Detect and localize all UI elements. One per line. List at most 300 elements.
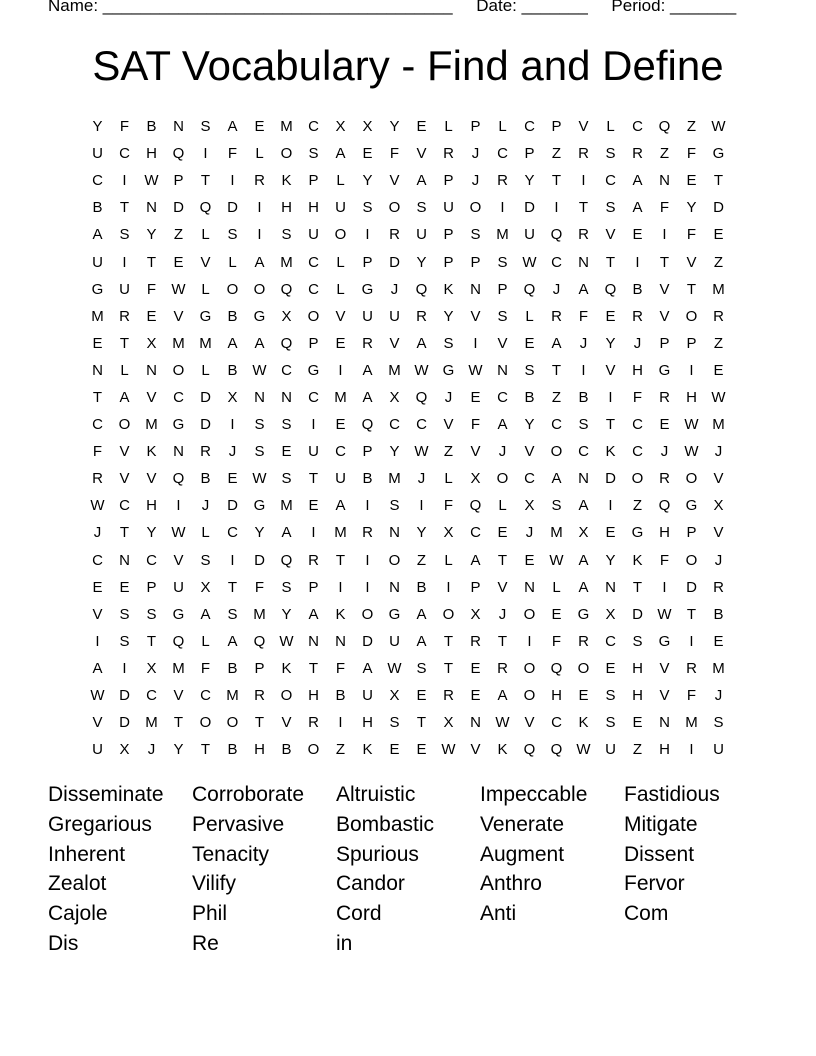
grid-letter: Q [604, 280, 617, 298]
grid-letter: O [280, 145, 293, 163]
grid-letter: F [119, 118, 130, 136]
grid-letter: A [497, 416, 508, 434]
grid-letter: N [470, 714, 481, 732]
grid-letter: B [578, 388, 589, 406]
grid-letter: A [254, 253, 265, 271]
grid-letter: L [201, 361, 210, 379]
grid-letter: Y [389, 443, 400, 461]
grid-letter: N [389, 578, 400, 596]
grid-letter: G [172, 605, 185, 623]
grid-row [84, 574, 732, 601]
grid-letter: Q [172, 632, 185, 650]
grid-letter: Y [443, 307, 454, 325]
grid-letter: G [361, 280, 374, 298]
grid-letter: J [498, 605, 507, 623]
grid-letter: M [685, 714, 698, 732]
grid-letter: T [605, 416, 616, 434]
grid-letter: O [172, 361, 185, 379]
grid-letter: A [416, 334, 427, 352]
grid-letter: B [524, 388, 535, 406]
grid-letter: T [713, 172, 724, 190]
grid-letter: T [254, 714, 265, 732]
grid-letter: L [498, 497, 507, 515]
grid-letter: T [443, 659, 454, 677]
grid-letter: G [253, 497, 266, 515]
grid-letter: J [579, 334, 588, 352]
grid-letter: Z [416, 551, 427, 569]
grid-letter: I [500, 199, 505, 217]
grid-letter: R [443, 687, 454, 705]
grid-letter: A [551, 334, 562, 352]
grid-letter: X [713, 497, 724, 515]
grid-letter: F [686, 687, 697, 705]
grid-letter: F [335, 659, 346, 677]
grid-letter: R [713, 578, 724, 596]
grid-letter: X [146, 334, 157, 352]
grid-letter: V [200, 253, 211, 271]
grid-letter: E [578, 687, 589, 705]
grid-letter: U [173, 578, 184, 596]
grid-letter: E [416, 118, 427, 136]
grid-letter: S [200, 551, 211, 569]
grid-letter: B [92, 199, 103, 217]
grid-letter: J [471, 172, 480, 190]
grid-letter: M [226, 687, 239, 705]
grid-letter: A [416, 632, 427, 650]
grid-letter: X [389, 388, 400, 406]
grid-letter: J [633, 334, 642, 352]
grid-letter: C [281, 361, 292, 379]
grid-letter: V [578, 118, 589, 136]
grid-letter: S [470, 226, 481, 244]
grid-letter: R [362, 334, 373, 352]
grid-letter: O [550, 443, 563, 461]
grid-letter: E [632, 226, 643, 244]
grid-letter: A [362, 659, 373, 677]
grid-letter: S [227, 605, 238, 623]
grid-letter: I [689, 632, 694, 650]
grid-letter: U [308, 443, 319, 461]
grid-letter: W [549, 551, 564, 569]
grid-letter: T [146, 253, 157, 271]
grid-letter: I [122, 659, 127, 677]
grid-letter: A [335, 497, 346, 515]
grid-letter: I [662, 578, 667, 596]
grid-letter: A [470, 551, 481, 569]
grid-letter: S [254, 443, 265, 461]
grid-letter: E [416, 687, 427, 705]
grid-letter: M [172, 659, 185, 677]
name-field-label: Name: _____________________________________ [48, 0, 453, 15]
grid-letter: Y [416, 524, 427, 542]
grid-letter: B [227, 741, 238, 759]
grid-letter: L [201, 226, 210, 244]
grid-letter: P [308, 578, 319, 596]
grid-letter: C [578, 443, 589, 461]
grid-letter: A [281, 524, 292, 542]
grid-letter: P [443, 253, 454, 271]
grid-letter: X [524, 497, 535, 515]
grid-letter: N [659, 172, 670, 190]
grid-letter: Y [524, 416, 535, 434]
grid-letter: N [578, 253, 589, 271]
grid-row [84, 438, 732, 465]
grid-letter: R [200, 443, 211, 461]
grid-row [84, 330, 732, 357]
grid-letter: S [605, 714, 616, 732]
grid-letter: I [662, 226, 667, 244]
grid-letter: N [92, 361, 103, 379]
grid-letter: U [362, 687, 373, 705]
grid-letter: R [632, 307, 643, 325]
grid-letter: K [281, 659, 292, 677]
grid-letter: L [201, 632, 210, 650]
grid-letter: H [146, 497, 157, 515]
grid-letter: E [605, 659, 616, 677]
grid-letter: Y [686, 199, 697, 217]
grid-letter: H [146, 145, 157, 163]
grid-letter: L [444, 551, 453, 569]
grid-letter: I [311, 416, 316, 434]
grid-letter: O [523, 659, 536, 677]
grid-letter: V [173, 551, 184, 569]
grid-letter: L [255, 145, 264, 163]
grid-letter: U [119, 280, 130, 298]
grid-letter: X [605, 605, 616, 623]
grid-letter: U [389, 307, 400, 325]
grid-letter: J [147, 741, 156, 759]
grid-letter: S [605, 199, 616, 217]
grid-letter: M [496, 226, 509, 244]
grid-letter: Z [443, 443, 454, 461]
grid-row [84, 709, 732, 736]
grid-letter: R [551, 307, 562, 325]
grid-letter: S [713, 714, 724, 732]
word-bank-item: Fastidious [624, 783, 720, 806]
grid-letter: I [554, 199, 559, 217]
grid-letter: S [551, 497, 562, 515]
grid-letter: S [119, 605, 130, 623]
grid-letter: T [659, 253, 670, 271]
grid-letter: T [686, 280, 697, 298]
grid-row [84, 384, 732, 411]
grid-letter: W [171, 280, 186, 298]
grid-letter: A [200, 605, 211, 623]
grid-letter: I [365, 578, 370, 596]
grid-letter: D [119, 687, 130, 705]
grid-letter: Y [524, 172, 535, 190]
grid-letter: S [146, 605, 157, 623]
grid-letter: I [338, 714, 343, 732]
date-field-label: Date: _______ [476, 0, 588, 15]
word-bank-item: Zealot [48, 872, 107, 896]
grid-letter: Z [632, 741, 643, 759]
word-bank-item: Re [192, 931, 219, 955]
grid-letter: C [497, 145, 508, 163]
grid-letter: J [660, 443, 669, 461]
word-bank-item: in [336, 931, 353, 955]
grid-letter: Q [199, 199, 212, 217]
grid-letter: L [201, 524, 210, 542]
grid-letter: W [387, 659, 402, 677]
grid-row [84, 140, 732, 167]
grid-letter: W [576, 741, 591, 759]
grid-letter: S [281, 416, 292, 434]
grid-letter: N [308, 632, 319, 650]
word-bank-item: Dissent [624, 842, 695, 866]
grid-letter: A [632, 172, 643, 190]
grid-letter: E [497, 524, 508, 542]
grid-letter: C [146, 551, 157, 569]
grid-letter: O [307, 741, 320, 759]
grid-letter: S [119, 632, 130, 650]
grid-letter: K [578, 714, 589, 732]
grid-letter: L [336, 172, 345, 190]
word-bank-item: Altruistic [336, 783, 416, 806]
grid-letter: A [416, 172, 427, 190]
grid-letter: X [443, 714, 454, 732]
grid-letter: B [281, 741, 292, 759]
grid-letter: S [497, 307, 508, 325]
grid-letter: S [632, 632, 643, 650]
grid-letter: F [92, 443, 103, 461]
grid-letter: Q [361, 416, 374, 434]
grid-letter: P [686, 524, 697, 542]
grid-letter: P [470, 118, 481, 136]
grid-letter: Q [658, 118, 671, 136]
grid-letter: V [389, 334, 400, 352]
grid-letter: E [389, 741, 400, 759]
grid-letter: Y [281, 605, 292, 623]
grid-letter: I [689, 361, 694, 379]
grid-letter: F [389, 145, 400, 163]
grid-letter: R [362, 524, 373, 542]
grid-letter: J [390, 280, 399, 298]
word-bank-item: Cord [336, 902, 382, 926]
grid-letter: V [659, 659, 670, 677]
grid-letter: G [91, 280, 104, 298]
grid-letter: S [362, 199, 373, 217]
grid-letter: I [365, 497, 370, 515]
grid-letter: W [90, 687, 105, 705]
page-title: SAT Vocabulary - Find and Define [92, 42, 724, 89]
grid-letter: Q [658, 497, 671, 515]
grid-letter: J [471, 145, 480, 163]
grid-letter: B [335, 687, 346, 705]
grid-letter: I [230, 172, 235, 190]
grid-letter: S [443, 334, 454, 352]
grid-letter: J [201, 497, 210, 515]
grid-row [84, 601, 732, 628]
grid-letter: A [632, 199, 643, 217]
grid-letter: M [91, 307, 104, 325]
grid-letter: O [334, 226, 347, 244]
grid-letter: O [685, 551, 698, 569]
grid-letter: X [119, 741, 130, 759]
grid-letter: V [416, 145, 427, 163]
grid-letter: F [254, 578, 265, 596]
grid-letter: C [92, 551, 103, 569]
grid-letter: V [605, 226, 616, 244]
grid-letter: V [524, 443, 535, 461]
grid-letter: H [686, 388, 697, 406]
grid-letter: L [228, 253, 237, 271]
grid-letter: P [686, 334, 697, 352]
grid-letter: X [389, 687, 400, 705]
grid-letter: L [444, 118, 453, 136]
grid-letter: H [551, 687, 562, 705]
grid-letter: E [470, 388, 481, 406]
grid-letter: W [684, 443, 699, 461]
grid-letter: Q [253, 632, 266, 650]
grid-letter: N [605, 578, 616, 596]
grid-letter: Y [389, 118, 400, 136]
grid-letter: Y [605, 551, 616, 569]
grid-letter: I [230, 416, 235, 434]
grid-letter: R [470, 632, 481, 650]
grid-letter: U [92, 741, 103, 759]
grid-letter: T [119, 199, 130, 217]
grid-letter: B [362, 470, 373, 488]
grid-letter: L [201, 280, 210, 298]
grid-letter: Q [415, 280, 428, 298]
grid-letter: S [389, 714, 400, 732]
grid-letter: T [119, 334, 130, 352]
word-bank-item: Bombastic [336, 812, 435, 836]
grid-letter: S [200, 118, 211, 136]
grid-letter: C [173, 388, 184, 406]
grid-letter: V [119, 443, 130, 461]
grid-letter: I [230, 551, 235, 569]
grid-letter: E [308, 497, 319, 515]
grid-letter: P [173, 172, 184, 190]
grid-letter: N [173, 443, 184, 461]
grid-letter: N [173, 118, 184, 136]
grid-letter: D [605, 470, 616, 488]
grid-letter: Q [172, 470, 185, 488]
grid-letter: U [524, 226, 535, 244]
grid-letter: Y [254, 524, 265, 542]
grid-letter: R [254, 172, 265, 190]
grid-letter: F [200, 659, 211, 677]
grid-letter: E [470, 659, 481, 677]
grid-letter: S [416, 659, 427, 677]
grid-letter: I [122, 253, 127, 271]
grid-letter: I [635, 253, 640, 271]
grid-letter: F [470, 416, 481, 434]
grid-letter: I [257, 226, 262, 244]
grid-letter: C [551, 714, 562, 732]
word-bank-item: Disseminate [48, 783, 164, 806]
grid-letter: C [308, 280, 319, 298]
grid-letter: C [632, 118, 643, 136]
grid-letter: I [419, 497, 424, 515]
grid-letter: J [552, 280, 561, 298]
grid-letter: J [714, 443, 723, 461]
grid-letter: M [712, 280, 725, 298]
grid-letter: T [119, 524, 130, 542]
grid-row [84, 167, 732, 194]
grid-letter: S [254, 416, 265, 434]
grid-letter: D [362, 632, 373, 650]
grid-letter: A [119, 388, 130, 406]
grid-letter: M [172, 334, 185, 352]
grid-letter: U [92, 145, 103, 163]
grid-letter: E [605, 524, 616, 542]
grid-letter: N [119, 551, 130, 569]
grid-letter: O [253, 280, 266, 298]
grid-letter: I [122, 172, 127, 190]
word-bank-item: Spurious [336, 842, 419, 866]
word-bank-item: Impeccable [480, 783, 588, 806]
grid-letter: T [335, 551, 346, 569]
grid-letter: X [578, 524, 589, 542]
grid-letter: M [280, 118, 293, 136]
grid-letter: N [281, 388, 292, 406]
grid-letter: E [227, 470, 238, 488]
grid-letter: E [659, 416, 670, 434]
word-bank-item: Vilify [192, 872, 236, 896]
grid-letter: T [146, 632, 157, 650]
grid-letter: K [632, 551, 643, 569]
grid-letter: M [253, 605, 266, 623]
grid-letter: E [335, 334, 346, 352]
grid-letter: T [173, 714, 184, 732]
grid-row [84, 221, 732, 248]
grid-letter: W [657, 605, 672, 623]
grid-letter: R [686, 659, 697, 677]
grid-letter: D [524, 199, 535, 217]
grid-letter: S [119, 226, 130, 244]
grid-letter: T [308, 659, 319, 677]
grid-letter: T [605, 253, 616, 271]
grid-letter: E [524, 551, 535, 569]
grid-letter: P [470, 253, 481, 271]
grid-letter: K [605, 443, 616, 461]
grid-letter: I [176, 497, 181, 515]
grid-letter: K [362, 741, 373, 759]
grid-letter: G [658, 632, 671, 650]
grid-letter: Q [523, 741, 536, 759]
grid-letter: F [146, 280, 157, 298]
grid-letter: V [497, 334, 508, 352]
grid-letter: W [171, 524, 186, 542]
grid-letter: C [119, 497, 130, 515]
grid-letter: W [711, 388, 726, 406]
grid-letter: I [257, 199, 262, 217]
grid-letter: V [659, 687, 670, 705]
grid-letter: Q [550, 659, 563, 677]
grid-letter: R [497, 659, 508, 677]
grid-letter: D [119, 714, 130, 732]
grid-letter: V [470, 741, 481, 759]
grid-letter: R [119, 307, 130, 325]
grid-letter: R [416, 307, 427, 325]
grid-letter: P [497, 280, 508, 298]
grid-letter: C [551, 253, 562, 271]
grid-letter: O [523, 605, 536, 623]
grid-letter: O [631, 470, 644, 488]
grid-letter: O [388, 551, 401, 569]
grid-letter: B [632, 280, 643, 298]
grid-letter: O [307, 307, 320, 325]
grid-letter: G [658, 361, 671, 379]
grid-letter: K [443, 280, 454, 298]
grid-letter: P [443, 226, 454, 244]
grid-letter: G [172, 416, 185, 434]
grid-letter: I [473, 334, 478, 352]
grid-letter: Y [173, 741, 184, 759]
